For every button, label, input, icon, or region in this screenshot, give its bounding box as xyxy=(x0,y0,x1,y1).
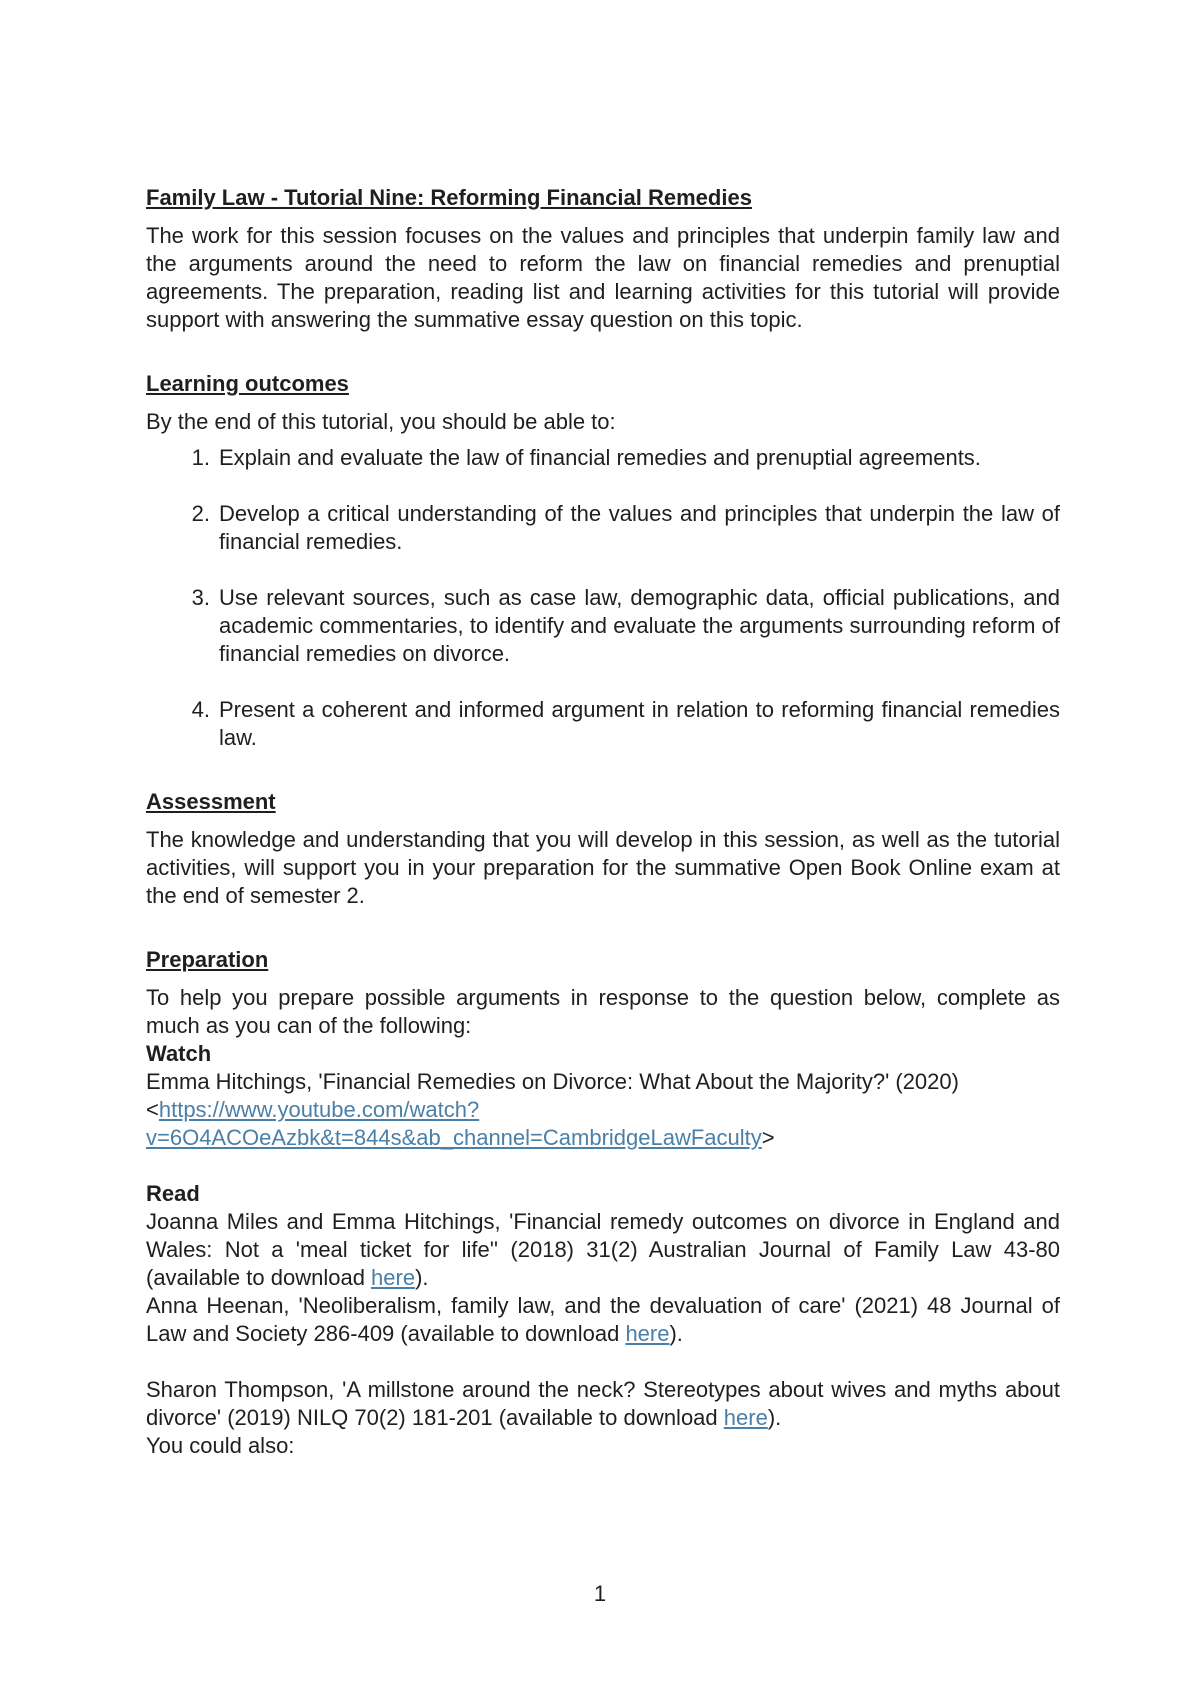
learning-outcomes-list xyxy=(146,444,1060,752)
read-label: Read xyxy=(146,1181,200,1206)
assessment-paragraph: The knowledge and understanding that you will develop in this session, as well as the tutorial activities, will support you in your preparation for the summative Open Book Online exam at the end of semester 2. xyxy=(146,827,1060,908)
youtube-link[interactable]: https://www.youtube.com/watch? xyxy=(158,1097,480,1122)
intro-paragraph: The work for this session focuses on the values and principles that underpin family law and the arguments around the need to reform the law on financial remedies and prenuptial agreements. The preparation, reading list and learning activities for this tutorial will provide support with answering the summative essay question on this topic. xyxy=(146,223,1060,332)
reading-citation: Anna Heenan, 'Neoliberalism, family law, and the devaluation of care' (2021) 48 Journal of Law and Society 286-409 (available to download xyxy=(146,1293,1060,1346)
preparation-heading: Preparation xyxy=(146,947,269,972)
watch-link-line xyxy=(146,1096,1060,1124)
list-number: 4. xyxy=(191,697,210,722)
learning-outcomes-heading: Learning outcomes xyxy=(146,371,349,396)
reading-tail: ). xyxy=(767,1405,782,1430)
list-item xyxy=(146,696,1060,752)
download-link[interactable]: here xyxy=(371,1265,416,1290)
watch-citation: Emma Hitchings, 'Financial Remedies on Divorce: What About the Majority?' (2020) xyxy=(146,1069,959,1094)
download-link[interactable]: here xyxy=(625,1321,670,1346)
document-title: Family Law - Tutorial Nine: Reforming Financial Remedies xyxy=(146,185,752,210)
assessment-heading: Assessment xyxy=(146,789,276,814)
list-text: Develop a critical understanding of the values and principles that underpin the law of financial remedies. xyxy=(219,501,1060,554)
list-text: Present a coherent and informed argument in relation to reforming financial remedies law. xyxy=(219,697,1060,750)
reading-tail: ). xyxy=(669,1321,683,1346)
preparation-paragraph: To help you prepare possible arguments in response to the question below, complete as much as you can of the following: xyxy=(146,985,1060,1038)
reading-tail: ). xyxy=(415,1265,429,1290)
reading-item xyxy=(146,1376,1060,1432)
link-open-bracket: < xyxy=(146,1097,159,1122)
list-text: Use relevant sources, such as case law, demographic data, official publications, and academic commentaries, to identify and evaluate the arguments surrounding reform of financial remedies on divorce. xyxy=(219,585,1060,666)
document-body xyxy=(146,184,1060,1460)
reading-citation: Sharon Thompson, 'A millstone around the neck? Stereotypes about wives and myths about divorce' (2019) NILQ 70(2) 181-201 (available to download xyxy=(146,1377,1060,1430)
reading-item xyxy=(146,1208,1060,1292)
list-number: 1. xyxy=(191,445,210,470)
page-number: 1 xyxy=(593,1581,607,1606)
youtube-link-continued[interactable]: v=6O4ACOeAzbk&t=844s&ab_channel=CambridgeLawFaculty xyxy=(146,1125,762,1150)
list-item xyxy=(146,444,1060,472)
link-close-bracket: > xyxy=(761,1125,775,1150)
learning-outcomes-lead: By the end of this tutorial, you should be able to: xyxy=(146,409,616,434)
list-number: 3. xyxy=(191,585,210,610)
download-link[interactable]: here xyxy=(723,1405,768,1430)
watch-link-line xyxy=(146,1124,1060,1152)
watch-label: Watch xyxy=(146,1041,212,1066)
reading-citation: Joanna Miles and Emma Hitchings, 'Financial remedy outcomes on divorce in England and Wales: Not a 'meal ticket for life'' (2018) 31(2) Australian Journal of Family Law 43-80 (available to download xyxy=(146,1209,1060,1290)
list-text: Explain and evaluate the law of financial remedies and prenuptial agreements. xyxy=(219,445,981,470)
list-item xyxy=(146,584,1060,668)
reading-item xyxy=(146,1292,1060,1348)
read-closing: You could also: xyxy=(146,1433,295,1458)
list-item xyxy=(146,500,1060,556)
list-number: 2. xyxy=(191,501,210,526)
